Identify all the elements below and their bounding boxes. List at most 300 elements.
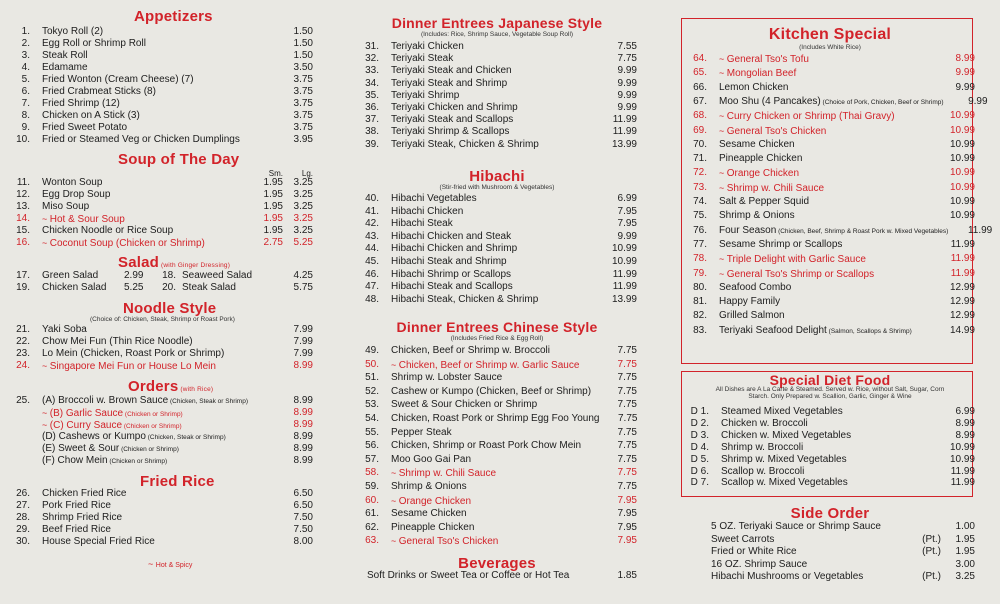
item-price: 11.99 — [950, 465, 975, 477]
item-name — [711, 546, 911, 558]
item-price: 12.99 — [949, 281, 975, 293]
menu-item — [357, 53, 637, 65]
section-title — [8, 254, 313, 271]
item-name-text: Sesame Shrimp or Scallops — [719, 238, 843, 250]
section-title: Dinner Entrees Chinese Style — [396, 319, 598, 335]
menu-item — [685, 153, 975, 165]
item-price: 10.99 — [611, 256, 637, 267]
item-price-large: 3.25 — [293, 189, 313, 200]
item-note: (Choice of Pork, Chicken, Beef or Shrimp) — [820, 98, 944, 106]
item-number: 48. — [365, 293, 379, 305]
item-price: 1.95 — [955, 533, 975, 545]
legend-text: Hot & Spicy — [155, 562, 193, 569]
menu-item — [357, 495, 637, 508]
item-number: 6. — [21, 86, 30, 97]
item-name-text: Chow Mei Fun (Thin Rice Noodle) — [42, 336, 193, 347]
menu-item — [685, 534, 975, 546]
item-name — [719, 239, 931, 251]
item-name — [391, 78, 599, 90]
item-name — [391, 114, 599, 126]
item-price: 7.75 — [617, 413, 638, 424]
item-name — [721, 406, 921, 418]
item-number: 74. — [693, 196, 707, 207]
item-price: 1.95 — [955, 546, 975, 557]
item-name-text: Teriyaki Steak — [391, 53, 454, 65]
item-number: 21. — [16, 324, 30, 335]
item-name-text: (D) Cashews or Kumpo — [42, 431, 146, 442]
menu-item — [8, 189, 313, 201]
item-price: 8.99 — [293, 407, 313, 418]
item-number — [685, 534, 699, 546]
item-name — [719, 182, 931, 195]
item-number: D 3. — [690, 429, 709, 441]
item-note: (Chicken, Steak or Shrimp) — [145, 434, 226, 441]
item-name-text: 5 OZ. Teriyaki Sauce or Shrimp Sauce — [711, 521, 881, 532]
item-price: 8.00 — [293, 536, 313, 547]
item-name — [391, 345, 599, 357]
item-name-text: Orange Chicken — [726, 168, 800, 180]
item-price: 10.99 — [949, 210, 975, 222]
item-number: 7. — [21, 98, 30, 109]
item-number: 2. — [21, 38, 30, 49]
item-price: 12.99 — [949, 310, 975, 322]
section-title: Hibachi — [469, 168, 525, 185]
item-number: 65. — [693, 67, 707, 79]
item-price: 6.99 — [617, 193, 637, 204]
item-number: 77. — [693, 238, 707, 250]
item-price: 6.50 — [293, 488, 313, 499]
item-name — [719, 225, 948, 238]
section-title: Special Diet Food — [769, 372, 891, 388]
item-price: 10.99 — [949, 453, 975, 465]
menu-item — [685, 139, 975, 151]
item-number: 39. — [365, 138, 379, 150]
menu-item — [8, 86, 313, 98]
item-name-text: Hibachi Steak, Chicken & Shrimp — [391, 293, 539, 305]
item-name — [721, 477, 921, 489]
item-name-text: Chicken, Shrimp or Roast Pork Chow Mein — [391, 440, 582, 452]
hot-spicy-icon: ~ — [42, 408, 50, 418]
item-price: 7.50 — [293, 512, 313, 523]
menu-item — [357, 508, 637, 520]
size-large: Lg. — [301, 169, 313, 178]
hot-spicy-icon: ~ — [42, 361, 50, 371]
item-number: 46. — [365, 268, 379, 280]
menu-item — [357, 467, 637, 480]
item-price: 8.99 — [293, 419, 313, 430]
item-price: 8.99 — [293, 360, 313, 371]
item-number: 78. — [693, 253, 707, 265]
item-name — [391, 454, 599, 466]
item-number: 82. — [693, 310, 707, 322]
item-name-text: Coconut Soup (Chicken or Shrimp) — [49, 238, 205, 249]
hot-spicy-icon: ~ — [719, 68, 727, 79]
item-name-text: Hibachi Steak and Scallops — [391, 281, 513, 293]
item-number: 60. — [365, 494, 379, 506]
menu-item — [685, 239, 975, 251]
item-name-text: Pineapple Chicken — [719, 153, 803, 165]
item-name-text: (B) Garlic Sauce — [49, 408, 124, 419]
item-number: 16. — [16, 237, 30, 248]
item-number: D 4. — [690, 441, 709, 453]
item-name-text: Hibachi Shrimp or Scallops — [391, 268, 512, 280]
item-price-small: 1.95 — [263, 213, 283, 224]
menu-item — [357, 90, 637, 102]
menu-item — [8, 348, 313, 360]
item-number: D 7. — [690, 477, 709, 489]
item-price: 11.99 — [950, 477, 975, 489]
item-number: 36. — [365, 102, 379, 113]
item-name-text: 16 OZ. Shrimp Sauce — [711, 558, 808, 570]
item-price: 5.75 — [293, 282, 313, 293]
menu-item — [685, 325, 975, 338]
item-name — [391, 427, 599, 439]
item-name — [391, 269, 599, 281]
item-name — [391, 495, 599, 508]
item-name — [719, 125, 931, 138]
item-number: 35. — [365, 89, 379, 101]
item-name-text: Teriyaki Shrimp — [391, 89, 460, 101]
item-name-text: Shrimp & Onions — [719, 210, 795, 222]
menu-item — [8, 62, 313, 74]
menu-item — [357, 399, 637, 411]
item-number: 5. — [21, 74, 30, 85]
item-price: 7.75 — [617, 345, 637, 356]
item-name — [42, 189, 245, 201]
item-number: 55. — [365, 426, 379, 438]
menu-item — [357, 372, 637, 384]
menu-item — [357, 481, 637, 493]
item-number: 3. — [21, 50, 30, 61]
item-name-text: Pork Fried Rice — [42, 500, 111, 511]
item-price: 9.99 — [617, 89, 637, 101]
item-name — [719, 282, 931, 294]
menu-item — [357, 41, 637, 53]
menu-item — [8, 455, 313, 468]
item-name — [42, 177, 245, 189]
item-price: 7.50 — [293, 524, 313, 535]
item-name-text: Fried or Steamed Veg or Chicken Dumplings — [42, 134, 240, 145]
item-number: 67. — [693, 95, 707, 107]
item-name — [391, 294, 599, 306]
item-price: 10.99 — [949, 153, 975, 165]
item-number: 54. — [365, 413, 379, 424]
menu-item — [357, 65, 637, 77]
item-price: 7.75 — [617, 372, 637, 384]
item-name — [719, 82, 931, 94]
item-price: 7.75 — [617, 358, 637, 370]
item-name-text: Chicken w. Broccoli — [721, 417, 808, 429]
item-name — [719, 296, 931, 308]
item-name — [721, 442, 921, 454]
item-price: 10.99 — [949, 181, 975, 193]
hot-spicy-icon: ~ — [42, 238, 50, 248]
menu-item — [685, 53, 975, 66]
item-name-text: Egg Drop Soup — [42, 189, 111, 200]
item-number: 49. — [365, 345, 379, 356]
item-name — [719, 253, 931, 266]
item-name — [391, 53, 599, 65]
item-name-text: Seafood Combo — [719, 281, 792, 293]
item-price: 8.99 — [293, 443, 313, 454]
item-name — [42, 237, 245, 250]
item-price: 14.99 — [949, 324, 975, 336]
item-price: 9.99 — [955, 67, 975, 79]
hot-spicy-icon: ~ — [391, 536, 399, 547]
item-number: 9. — [21, 122, 30, 133]
item-number: 27. — [16, 500, 30, 511]
item-name — [719, 139, 931, 151]
item-number: 68. — [693, 110, 707, 122]
item-name — [721, 430, 921, 442]
item-price: 1.00 — [955, 521, 975, 532]
item-price: 2.99 — [124, 270, 144, 281]
item-name-text: General Tso's Tofu — [726, 54, 809, 65]
item-price: 7.95 — [617, 205, 637, 217]
section-title: Appetizers — [134, 8, 213, 25]
item-price: 1.50 — [293, 50, 313, 61]
beverage-text: Soft Drinks or Sweet Tea or Coffee or Hot Tea — [367, 570, 570, 581]
item-name-text: Hibachi Steak — [391, 218, 453, 230]
item-number: 63. — [365, 535, 379, 547]
section-note: (Includes White Rice) — [799, 44, 861, 51]
item-number: 41. — [365, 205, 379, 217]
item-name — [42, 62, 275, 74]
item-name — [391, 206, 599, 218]
menu-item — [8, 488, 313, 500]
menu-item — [685, 196, 975, 208]
menu-item — [8, 110, 313, 122]
item-name-text: Green Salad — [42, 270, 99, 281]
item-number: 53. — [365, 399, 379, 411]
hot-spicy-icon: ~ — [719, 125, 727, 136]
section-title: Kitchen Special — [768, 26, 892, 43]
item-name-text: Edamame — [42, 62, 88, 73]
item-number: 4. — [21, 62, 30, 73]
item-number: 72. — [693, 167, 707, 179]
item-name-text: Orange Chicken — [398, 495, 472, 507]
item-number: 47. — [365, 281, 379, 293]
item-number: D 2. — [690, 417, 709, 429]
item-name — [42, 524, 275, 536]
item-name-text: Shrimp & Onions — [391, 481, 467, 492]
item-number: 30. — [16, 536, 30, 547]
item-name-text: Sesame Chicken — [391, 508, 467, 520]
menu-item — [357, 102, 637, 114]
item-name-text: Miso Soup — [42, 201, 90, 212]
item-name-text: Chicken Salad — [42, 282, 107, 293]
item-name-text: Fried Sweet Potato — [42, 122, 128, 133]
item-price-large: 3.25 — [293, 213, 313, 224]
item-number — [685, 571, 699, 583]
hot-spicy-icon: ~ — [719, 254, 727, 265]
item-price-small: 1.95 — [263, 201, 283, 212]
section-title — [8, 378, 313, 395]
salad-title: Salad — [118, 254, 160, 271]
item-name-text: Shrimp w. Mixed Vegetables — [721, 453, 847, 465]
item-name-text: Triple Delight with Garlic Sauce — [726, 254, 866, 266]
item-number: 43. — [365, 230, 379, 242]
item-price-large: 3.25 — [293, 225, 313, 236]
hot-spicy-icon: ~ — [391, 495, 399, 506]
item-name-text: Sweet & Sour Chicken or Shrimp — [391, 399, 538, 411]
item-price: 9.99 — [617, 230, 637, 242]
item-name — [719, 110, 931, 123]
menu-item — [357, 114, 637, 126]
menu-item — [685, 282, 975, 294]
item-name-text: Scallop w. Mixed Vegetables — [721, 477, 848, 489]
item-name — [391, 243, 599, 255]
item-number: 29. — [16, 524, 30, 535]
item-name-text: Teriyaki Chicken — [391, 41, 464, 52]
menu-item — [357, 427, 637, 439]
item-note: (Chicken or Shrimp) — [122, 423, 182, 430]
item-name-text: Chicken Noodle or Rice Soup — [42, 225, 174, 236]
item-price: 3.75 — [293, 98, 313, 109]
menu-item — [685, 310, 975, 322]
item-number: 51. — [365, 372, 379, 384]
item-name — [42, 110, 275, 122]
salad-row — [8, 282, 313, 294]
item-number — [8, 455, 30, 468]
item-price-large: 3.25 — [293, 201, 313, 212]
item-number: 24. — [16, 360, 30, 371]
item-number: 64. — [693, 53, 707, 64]
item-price: 10.99 — [949, 124, 975, 136]
section-note: (Includes Fried Rice & Egg Roll) — [450, 335, 544, 342]
item-name-text: Wonton Soup — [42, 177, 103, 188]
size-small: Sm. — [268, 169, 283, 178]
item-name-text: Chicken, Beef or Shrimp w. Broccoli — [391, 345, 550, 356]
item-name — [42, 134, 275, 146]
item-number: 15. — [16, 225, 30, 236]
section-title: Noodle Style — [123, 300, 217, 317]
menu-item — [8, 524, 313, 536]
menu-item — [8, 536, 313, 548]
item-name — [391, 522, 599, 534]
menu-item — [685, 182, 975, 195]
menu-item — [685, 418, 975, 430]
item-price: 7.95 — [617, 508, 637, 520]
item-number: 57. — [365, 453, 379, 465]
menu-item — [685, 224, 993, 238]
item-name-text: Moo Goo Gai Pan — [391, 453, 472, 465]
menu-item — [685, 125, 975, 138]
hot-spicy-icon: ~ — [719, 268, 727, 279]
section-title: Fried Rice — [140, 473, 215, 490]
item-number: D 5. — [690, 453, 709, 465]
item-name-text: Hibachi Mushrooms or Vegetables — [711, 571, 864, 582]
item-price: 7.75 — [617, 53, 637, 65]
menu-item — [8, 98, 313, 110]
item-name — [391, 90, 599, 102]
section-title: Dinner Entrees Japanese Style — [391, 15, 603, 31]
menu-item — [8, 26, 313, 38]
item-number: 23. — [16, 348, 30, 359]
item-name — [391, 440, 599, 452]
item-number: 17. — [16, 270, 30, 281]
menu-item — [685, 167, 975, 180]
item-name — [42, 26, 275, 38]
item-name-text: Teriyaki Seafood Delight — [719, 324, 827, 336]
menu-item — [685, 296, 975, 308]
item-price: 11.99 — [967, 224, 993, 236]
item-price: 10.99 — [949, 196, 975, 207]
item-number: 69. — [693, 124, 707, 136]
item-price: 3.75 — [293, 86, 313, 97]
item-number: 83. — [693, 324, 707, 336]
item-number: 12. — [16, 189, 30, 200]
item-price: 11.99 — [950, 238, 975, 250]
item-number: 81. — [693, 296, 707, 308]
item-name — [391, 413, 599, 425]
section-note: (Stir-fried with Mushroom & Vegetables) — [439, 184, 555, 191]
item-number: 11. — [16, 177, 30, 188]
item-number: 18. — [162, 270, 176, 281]
item-name — [721, 454, 921, 466]
item-price: 11.99 — [612, 281, 637, 293]
item-name-text: Hibachi Steak and Shrimp — [391, 256, 507, 267]
item-name-text: Pepper Steak — [391, 426, 452, 438]
item-name — [391, 231, 599, 243]
menu-item — [685, 95, 988, 109]
item-name-text: Teriyaki Steak and Scallops — [391, 114, 514, 126]
hot-spicy-icon: ~ — [391, 468, 399, 479]
item-name — [391, 372, 599, 384]
item-price: 6.50 — [293, 500, 313, 511]
item-price: 8.99 — [293, 395, 313, 406]
item-name — [391, 41, 599, 53]
item-price: 7.99 — [293, 336, 313, 347]
item-price: 10.99 — [949, 441, 975, 453]
item-price: 1.50 — [293, 38, 313, 49]
item-name — [391, 535, 599, 548]
item-number: 58. — [365, 467, 379, 479]
item-price: 8.99 — [293, 455, 313, 466]
item-price: 11.99 — [950, 253, 975, 265]
item-price: 1.85 — [617, 570, 637, 581]
item-name-text: Seaweed Salad — [182, 270, 253, 281]
item-price: 9.99 — [968, 95, 988, 107]
item-name-text: Chicken, Roast Pork or Shrimp Egg Foo Young — [391, 413, 600, 424]
item-name-text: Teriyaki Shrimp & Scallops — [391, 126, 510, 138]
item-number: 13. — [16, 201, 30, 212]
menu-item — [685, 406, 975, 418]
menu-item — [685, 454, 975, 466]
item-name-text: Happy Family — [719, 296, 781, 308]
menu-item — [357, 294, 637, 306]
item-name-text: Singapore Mei Fun or House Lo Mein — [49, 361, 216, 372]
item-number: 52. — [365, 385, 379, 397]
item-name — [391, 467, 599, 480]
item-name — [719, 325, 931, 338]
item-name-text: (A) Broccoli w. Brown Sauce — [42, 395, 169, 406]
item-number: 28. — [16, 512, 30, 523]
menu-item — [357, 440, 637, 452]
item-price: 11.99 — [612, 268, 637, 280]
item-number: 79. — [693, 267, 707, 279]
menu-item — [357, 193, 637, 205]
hot-spicy-icon: ~ — [719, 168, 727, 179]
menu-item — [357, 535, 637, 548]
item-name — [391, 256, 599, 268]
menu-item — [685, 430, 975, 442]
item-name — [391, 65, 599, 77]
item-name — [42, 348, 275, 360]
item-number: 14. — [16, 213, 30, 224]
item-number: 44. — [365, 243, 379, 255]
item-number: 31. — [365, 41, 379, 52]
